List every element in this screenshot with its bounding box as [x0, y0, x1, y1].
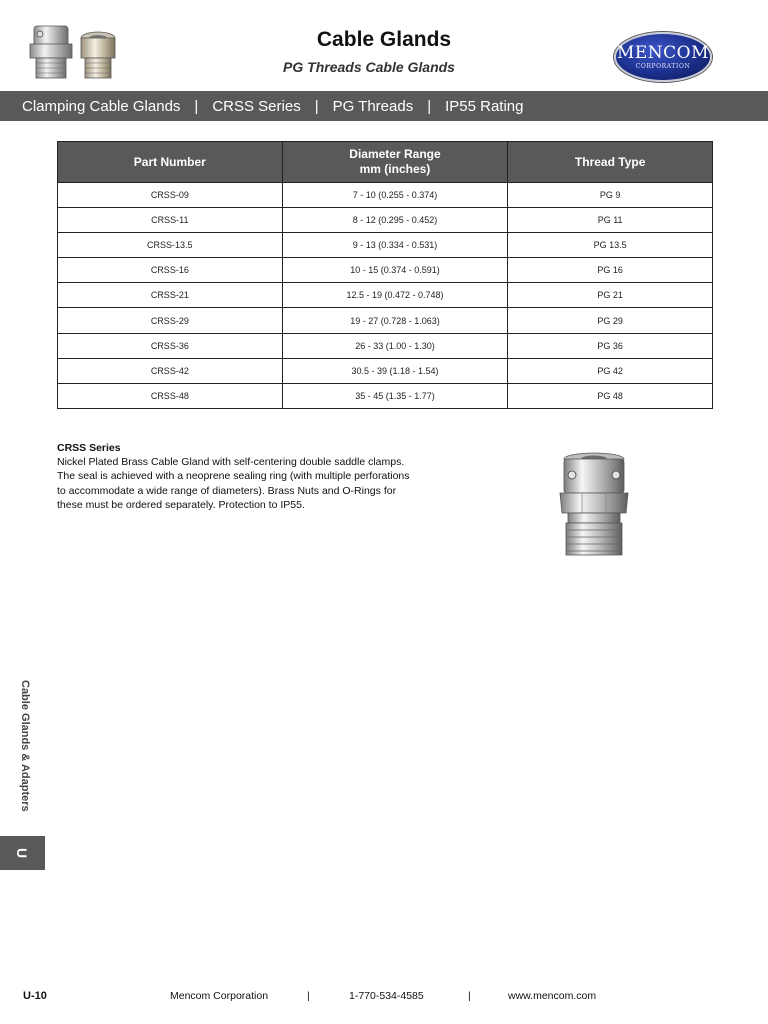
banner-separator: | — [427, 97, 432, 115]
header-diameter-range-line2: mm (inches) — [359, 162, 431, 176]
thread-type-cell: PG 42 — [508, 358, 713, 383]
thread-type-cell: PG 21 — [508, 283, 713, 308]
table-row — [58, 383, 713, 408]
description-line: these must be ordered separately. Protection to IP55. — [57, 498, 305, 511]
diameter-cell: 10 - 15 (0.374 - 0.591) — [282, 258, 508, 283]
table-row — [58, 183, 713, 208]
footer-separator: | — [468, 990, 471, 1002]
table-row — [58, 208, 713, 233]
table-row — [58, 233, 713, 258]
thread-type-cell: PG 48 — [508, 383, 713, 408]
footer-website: www.mencom.com — [508, 990, 597, 1002]
diameter-cell: 26 - 33 (1.00 - 1.30) — [282, 333, 508, 358]
section-side-label-text: Cable Glands & Adapters — [19, 680, 31, 812]
part-number-cell: CRSS-36 — [58, 333, 283, 358]
crss-gland-product-image — [556, 451, 632, 561]
diameter-cell: 19 - 27 (0.728 - 1.063) — [282, 308, 508, 333]
page-number: U-10 — [23, 990, 47, 1002]
thread-type-cell: PG 29 — [508, 308, 713, 333]
thread-type-cell: PG 11 — [508, 208, 713, 233]
part-number-cell: CRSS-13.5 — [58, 233, 283, 258]
table-body — [58, 183, 713, 409]
banner-item-threads: PG Threads — [332, 97, 414, 115]
thread-type-cell: PG 36 — [508, 333, 713, 358]
banner-item-clamping: Clamping Cable Glands — [22, 97, 181, 115]
description-line: to accommodate a wide range of diameters). Brass Nuts and O-Rings for — [57, 484, 397, 497]
thread-type-cell: PG 9 — [508, 183, 713, 208]
diameter-cell: 8 - 12 (0.295 - 0.452) — [282, 208, 508, 233]
page-footer — [0, 990, 768, 1004]
page-subtitle: PG Threads Cable Glands — [283, 59, 455, 75]
banner-item-series: CRSS Series — [212, 97, 301, 115]
diameter-cell: 12.5 - 19 (0.472 - 0.748) — [282, 283, 508, 308]
description-line: Nickel Plated Brass Cable Gland with self-centering double saddle clamps. — [57, 456, 405, 469]
logo-name: MENCOM — [616, 43, 710, 63]
logo-subtitle: CORPORATION — [635, 63, 691, 70]
footer-company: Mencom Corporation — [170, 990, 269, 1002]
part-number-cell: CRSS-11 — [58, 208, 283, 233]
description-title: CRSS Series — [57, 442, 121, 454]
part-number-cell: CRSS-21 — [58, 283, 283, 308]
series-description — [57, 441, 437, 512]
thread-type-cell: PG 16 — [508, 258, 713, 283]
header-part-number: Part Number — [58, 142, 283, 183]
page-title: Cable Glands — [316, 28, 452, 51]
table-row — [58, 258, 713, 283]
section-tab — [0, 836, 45, 870]
footer-separator: | — [307, 990, 310, 1002]
banner-separator: | — [314, 97, 319, 115]
diameter-cell: 30.5 - 39 (1.18 - 1.54) — [282, 358, 508, 383]
mencom-logo — [614, 32, 712, 82]
banner-separator: | — [194, 97, 199, 115]
part-number-cell: CRSS-09 — [58, 183, 283, 208]
thread-type-cell: PG 13.5 — [508, 233, 713, 258]
specifications-table — [57, 141, 713, 409]
header-thread-type: Thread Type — [508, 142, 713, 183]
table-row — [58, 308, 713, 333]
table-row — [58, 333, 713, 358]
part-number-cell: CRSS-48 — [58, 383, 283, 408]
diameter-cell: 35 - 45 (1.35 - 1.77) — [282, 383, 508, 408]
header-diameter-range-line1: Diameter Range — [349, 147, 441, 161]
table-row — [58, 283, 713, 308]
part-number-cell: CRSS-16 — [58, 258, 283, 283]
section-side-label — [4, 680, 44, 825]
description-line: The seal is achieved with a neoprene sealing ring (with multiple perforations — [57, 470, 410, 483]
header-diameter-range — [282, 142, 508, 183]
table-row — [58, 358, 713, 383]
category-banner — [0, 91, 768, 121]
diameter-cell: 7 - 10 (0.255 - 0.374) — [282, 183, 508, 208]
footer-phone: 1-770-534-4585 — [349, 990, 424, 1002]
section-tab-letter: U — [14, 847, 31, 859]
part-number-cell: CRSS-42 — [58, 358, 283, 383]
table-header-row — [58, 142, 713, 183]
part-number-cell: CRSS-29 — [58, 308, 283, 333]
diameter-cell: 9 - 13 (0.334 - 0.531) — [282, 233, 508, 258]
banner-item-rating: IP55 Rating — [445, 97, 524, 115]
